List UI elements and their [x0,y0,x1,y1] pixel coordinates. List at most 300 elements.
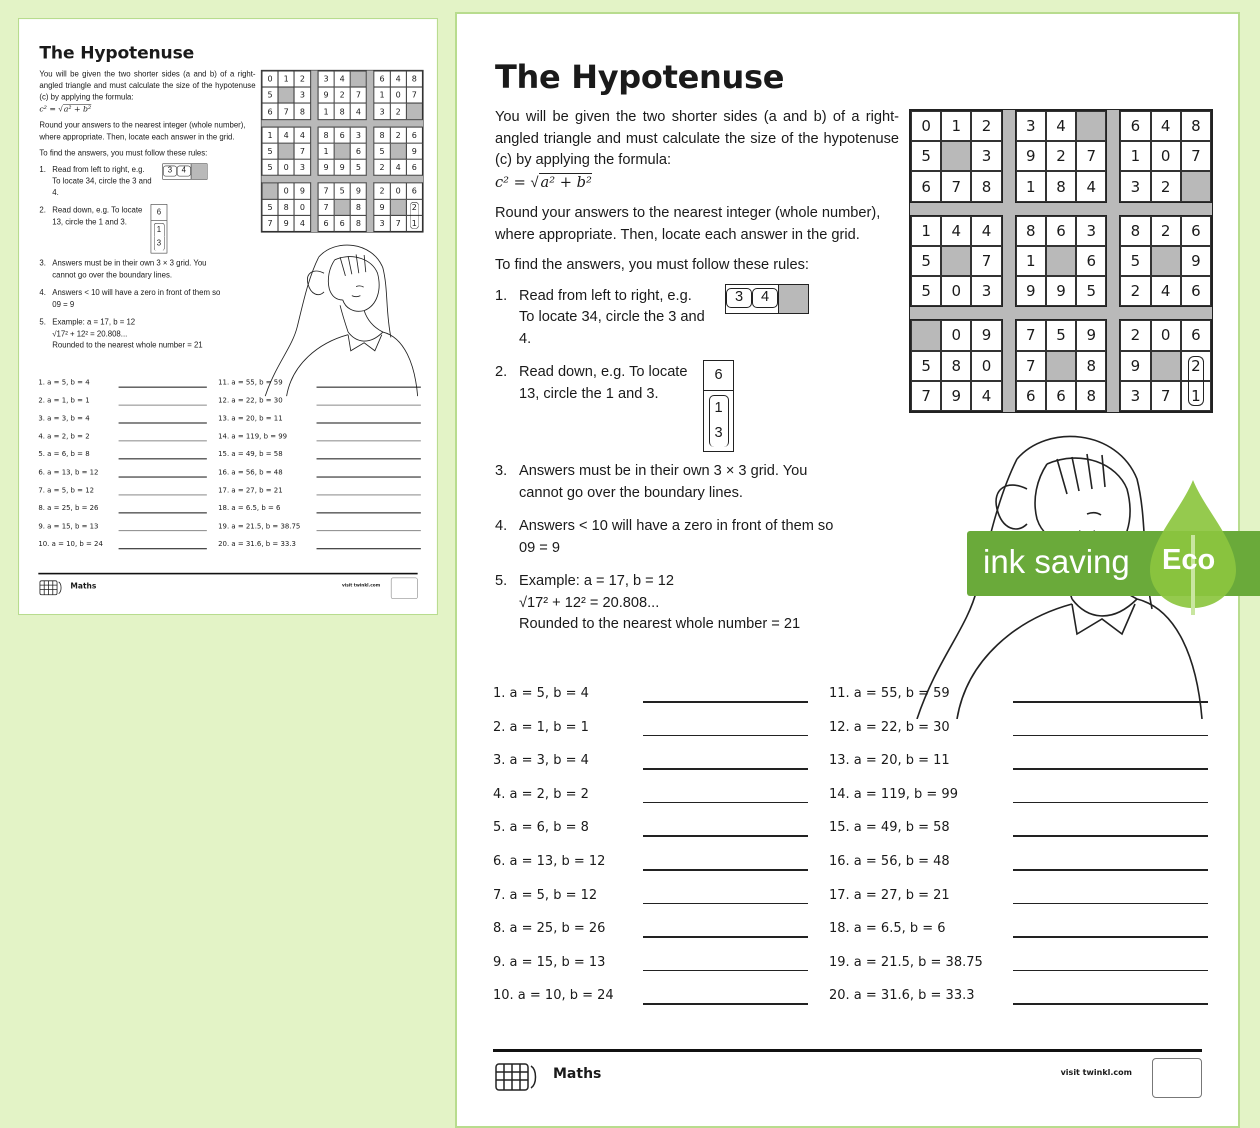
question-item: 15. a = 49, b = 58 [218,450,283,459]
example-calculation: √17² + 12² = 20.808... [52,329,128,339]
question-item: 10. a = 10, b = 24 [493,988,614,1004]
grid-cell[interactable]: 6 [406,183,422,199]
grid-cell[interactable]: 6 [406,159,422,175]
question-item: 14. a = 119, b = 99 [218,432,288,441]
question-item: 17. a = 27, b = 21 [829,887,950,903]
grid-cell[interactable]: 4 [971,381,1001,411]
question-item: 13. a = 20, b = 11 [218,414,283,423]
question-item: 1. a = 5, b = 4 [38,378,90,387]
footer [38,573,417,591]
grid-cell[interactable]: 3 [1016,111,1046,141]
rule-5 [39,317,255,352]
grid-cell[interactable]: 8 [406,71,422,87]
rule-number: 2. [39,206,46,215]
answer-line[interactable] [643,903,808,905]
grid-block [1119,215,1212,308]
grid-cell[interactable]: 9 [278,215,294,231]
grid-cell[interactable]: 8 [1181,111,1211,141]
grid-cell[interactable]: 1 [318,103,334,119]
grid-block [1119,319,1212,412]
grid-cell[interactable]: 8 [350,199,366,215]
grid-cell[interactable]: 9 [374,199,390,215]
grid-cell-blank[interactable] [1151,351,1181,381]
answer-line[interactable] [317,423,421,424]
grid-cell[interactable]: 1 [1016,246,1046,276]
grid-cell[interactable]: 3 [1076,216,1106,246]
grid-cell[interactable]: 6 [911,171,941,201]
example-digit: 4 [752,288,778,308]
rule-text: Example: a = 17, b = 12 [52,318,136,327]
grid-cell[interactable]: 6 [1046,216,1076,246]
grid-cell[interactable]: 5 [350,159,366,175]
grid-cell-blank[interactable] [334,143,350,159]
question-item: 16. a = 56, b = 48 [829,854,950,869]
question-item: 15. a = 49, b = 58 [829,820,950,836]
eco-label: Eco [1162,544,1216,576]
example-calculation: √17² + 12² = 20.808... [519,594,660,611]
rule-number: 3. [39,259,46,268]
grid-cell[interactable]: 0 [1151,320,1181,350]
grid-cell[interactable]: 7 [971,246,1001,276]
grid-cell[interactable]: 2 [1151,216,1181,246]
grid-cell[interactable]: 7 [390,215,406,231]
grid-block [910,319,1003,412]
rule-number: 5. [495,573,508,589]
example-digit: 1 [154,223,165,237]
grid-cell[interactable]: 3 [350,127,366,143]
grid-cell-blank[interactable] [406,103,422,119]
grid-cell[interactable]: 0 [278,159,294,175]
rule-text: Answers must be in their own 3 × 3 grid. You cannot go over the boundary lines. [519,463,808,501]
question-item: 5. a = 6, b = 8 [38,450,90,459]
grid-cell[interactable]: 9 [1016,141,1046,171]
question-item: 7. a = 5, b = 12 [493,887,598,903]
grid-cell[interactable]: 1 [262,127,278,143]
eco-leaf [1150,480,1236,615]
answer-line[interactable] [1013,802,1208,804]
grid-block [373,70,423,120]
grid-cell-blank[interactable] [350,71,366,87]
grid-cell[interactable]: 4 [350,103,366,119]
grid-cell[interactable]: 7 [1016,320,1046,350]
rule-text: Answers < 10 will have a zero in front of them so 09 = 9 [52,288,221,309]
grid-cell[interactable]: 9 [1181,246,1211,276]
question-item: 2. a = 1, b = 1 [38,396,90,405]
answer-line[interactable] [317,459,421,460]
grid-cell[interactable]: 0 [971,351,1001,381]
formula-lhs: c² = [495,173,531,191]
rule-number: 5. [39,318,46,327]
grid-cell[interactable]: 5 [1076,276,1106,306]
grid-cell[interactable]: 8 [1076,351,1106,381]
answer-line[interactable] [1013,970,1208,972]
grid-cell[interactable]: 6 [334,127,350,143]
question-item: 3. a = 3, b = 4 [493,753,589,769]
grid-block [261,70,311,120]
example-digit: 1 [709,395,729,421]
grid-cell[interactable]: 9 [318,159,334,175]
rule-text: Read from left to right, e.g. To locate 34, circle the 3 and 4. [519,287,705,347]
grid-cell-blank[interactable] [941,141,971,171]
grid-cell-blank[interactable] [278,143,294,159]
answer-line[interactable] [317,405,421,406]
grid-cell[interactable]: 5 [262,199,278,215]
grid-cell-blank[interactable] [1181,171,1211,201]
grid-cell[interactable]: 2 [406,199,422,215]
grid-block [261,182,311,232]
question-item: 7. a = 5, b = 12 [38,486,95,495]
grid-cell[interactable]: 0 [390,87,406,103]
question-item: 9. a = 15, b = 13 [38,522,99,531]
grid-cell[interactable]: 6 [1046,381,1076,411]
answer-line[interactable] [1013,869,1208,871]
answer-line[interactable] [643,1003,808,1005]
grid-cell[interactable]: 2 [1120,276,1150,306]
grid-cell[interactable]: 4 [278,127,294,143]
answer-line[interactable] [643,835,808,837]
grid-cell-blank[interactable] [1076,111,1106,141]
round-text: Round your answers to the nearest integer (whole number), where appropriate. Then, locate each answer in the grid. [495,205,881,243]
question-item: 11. a = 55, b = 59 [829,686,950,701]
answer-line[interactable] [317,512,421,513]
grid-cell-blank[interactable] [390,199,406,215]
question-item: 2. a = 1, b = 1 [493,719,589,735]
grid-cell[interactable]: 5 [334,183,350,199]
grid-cell[interactable]: 9 [350,183,366,199]
question-item: 14. a = 119, b = 99 [829,786,958,802]
sqrt-symbol: √ [58,104,63,114]
grid-cell[interactable]: 0 [278,183,294,199]
answer-line[interactable] [119,512,207,513]
answer-line[interactable] [119,476,207,477]
grid-cell[interactable]: 1 [374,87,390,103]
grid-cell[interactable]: 7 [1151,381,1181,411]
grid-cell[interactable]: 5 [374,143,390,159]
grid-cell[interactable]: 6 [374,71,390,87]
formula-radicand: a² + b² [63,104,92,114]
grid-cell[interactable]: 2 [1151,171,1181,201]
twinkl-logo [1152,1058,1202,1098]
grid-cell[interactable]: 3 [1120,171,1150,201]
grid-cell[interactable]: 7 [318,183,334,199]
grid-cell[interactable]: 8 [971,171,1001,201]
question-item: 16. a = 56, b = 48 [218,468,283,477]
grid-cell[interactable]: 8 [1120,216,1150,246]
grid-cell[interactable]: 0 [941,320,971,350]
answer-line[interactable] [119,441,207,442]
example-row [162,163,207,179]
rule-number: 4. [39,288,46,298]
answer-line[interactable] [119,387,207,388]
sqrt-symbol: √ [530,174,539,191]
grid-cell[interactable]: 3 [971,141,1001,171]
answer-line[interactable] [1013,936,1208,938]
answer-line[interactable] [119,494,207,495]
question-item: 19. a = 21.5, b = 38.75 [218,522,301,531]
grid-cell[interactable]: 1 [278,71,294,87]
grid-cell[interactable]: 7 [941,171,971,201]
answer-line[interactable] [1013,835,1208,837]
grid-cell[interactable]: 3 [374,215,390,231]
grid-cell[interactable]: 3 [1120,381,1150,411]
grid-cell[interactable]: 7 [278,103,294,119]
example-row [725,284,809,314]
rule-4 [39,288,224,311]
grid-cell[interactable]: 6 [318,215,334,231]
answer-grid [261,70,424,233]
grid-block [1015,319,1108,412]
grid-cell[interactable]: 9 [941,381,971,411]
grid-cell[interactable]: 5 [1120,246,1150,276]
grid-cell[interactable]: 1 [941,111,971,141]
grid-cell[interactable]: 2 [1046,141,1076,171]
grid-cell-blank[interactable] [911,320,941,350]
maths-abacus-icon [493,1060,539,1094]
grid-cell[interactable]: 5 [911,141,941,171]
rule-2 [39,205,162,248]
grid-cell[interactable]: 4 [1151,276,1181,306]
instructions [39,69,255,358]
grid-cell[interactable]: 8 [1016,216,1046,246]
instructions [495,107,899,648]
grid-cell[interactable]: 9 [971,320,1001,350]
rule-4 [495,516,840,559]
grid-cell[interactable]: 4 [1046,111,1076,141]
rule-number: 1. [39,165,46,174]
answer-line[interactable] [643,701,808,703]
answer-line[interactable] [119,548,207,549]
answer-line[interactable] [317,441,421,442]
grid-cell[interactable]: 3 [294,159,310,175]
grid-cell[interactable]: 4 [294,215,310,231]
grid-cell[interactable]: 0 [262,71,278,87]
grid-block [317,182,367,232]
grid-cell[interactable]: 8 [318,127,334,143]
grid-cell[interactable]: 0 [1151,141,1181,171]
grid-cell[interactable]: 5 [911,246,941,276]
grid-cell[interactable]: 7 [318,199,334,215]
answer-line[interactable] [119,530,207,531]
rule-text: Example: a = 17, b = 12 [519,573,674,589]
rule-2 [495,362,723,442]
grid-block [910,215,1003,308]
grid-block [261,126,311,176]
answer-line[interactable] [643,802,808,804]
grid-cell-blank[interactable] [1046,351,1076,381]
grid-cell[interactable]: 9 [334,159,350,175]
question-item: 18. a = 6.5, b = 6 [218,504,281,513]
grid-cell[interactable]: 6 [1120,111,1150,141]
grid-cell[interactable]: 9 [1046,276,1076,306]
answer-line[interactable] [643,869,808,871]
answer-line[interactable] [1013,903,1208,905]
grid-cell-blank[interactable] [278,87,294,103]
grid-cell[interactable]: 9 [1076,320,1106,350]
grid-cell[interactable]: 0 [911,111,941,141]
answer-line[interactable] [1013,1003,1208,1005]
grid-cell[interactable]: 8 [294,103,310,119]
grid-cell[interactable]: 0 [294,199,310,215]
answer-line[interactable] [643,768,808,770]
question-item: 20. a = 31.6, b = 33.3 [218,540,296,549]
question-item: 4. a = 2, b = 2 [38,432,90,441]
grid-cell[interactable]: 8 [278,199,294,215]
answer-line[interactable] [643,970,808,972]
website-link[interactable]: visit twinkl.com [1060,1068,1132,1077]
grid-cell[interactable]: 3 [374,103,390,119]
question-item: 8. a = 25, b = 26 [38,504,99,513]
grid-cell[interactable]: 7 [262,215,278,231]
grid-cell[interactable]: 6 [1181,276,1211,306]
grid-cell[interactable]: 2 [1181,351,1211,381]
answer-line[interactable] [119,405,207,406]
answer-line[interactable] [317,548,421,549]
grid-cell[interactable]: 4 [390,159,406,175]
grid-cell[interactable]: 5 [262,143,278,159]
grid-cell[interactable]: 1 [1120,141,1150,171]
grid-cell-blank[interactable] [1151,246,1181,276]
grid-cell[interactable]: 3 [971,276,1001,306]
rule-3 [495,461,840,504]
rule-text: Answers must be in their own 3 × 3 grid. You cannot go over the boundary lines. [52,259,207,280]
answer-line[interactable] [1013,735,1208,737]
answer-line[interactable] [643,735,808,737]
footer [493,1049,1202,1082]
grid-cell[interactable]: 5 [1046,320,1076,350]
answer-line[interactable] [1013,701,1208,703]
grid-cell[interactable]: 7 [1016,351,1046,381]
answer-line[interactable] [317,387,421,388]
grid-cell[interactable]: 6 [1181,320,1211,350]
grid-cell[interactable]: 9 [1120,351,1150,381]
question-item: 1. a = 5, b = 4 [493,686,589,701]
answer-line[interactable] [317,494,421,495]
grid-cell[interactable]: 8 [334,103,350,119]
grid-cell[interactable]: 0 [941,276,971,306]
grid-cell[interactable]: 2 [294,71,310,87]
grid-cell-blank[interactable] [334,199,350,215]
grid-cell-blank[interactable] [1046,246,1076,276]
intro-text: You will be given the two shorter sides (a and b) of a right-angled triangle and must calculate the size of the hypotenuse (c) by applying the formula: [39,69,256,102]
example-column [703,360,734,452]
grid-cell[interactable]: 9 [406,143,422,159]
grid-cell[interactable]: 7 [1181,141,1211,171]
grid-cell[interactable]: 0 [390,183,406,199]
rule-5 [495,571,899,636]
grid-cell[interactable]: 9 [294,183,310,199]
grid-cell[interactable]: 7 [911,381,941,411]
grid-cell[interactable]: 2 [374,183,390,199]
thinking-girl-illustration [254,236,425,397]
formula-lhs: c² = [39,104,59,114]
example-digit: 3 [709,421,729,447]
answer-line[interactable] [1013,768,1208,770]
grid-cell[interactable]: 8 [350,215,366,231]
worksheet-title: The Hypotenuse [39,42,195,63]
grid-cell[interactable]: 2 [390,103,406,119]
question-item: 19. a = 21.5, b = 38.75 [829,954,983,970]
grid-cell[interactable]: 4 [390,71,406,87]
grid-cell[interactable]: 1 [911,216,941,246]
grid-cell[interactable]: 9 [318,87,334,103]
rule-number: 1. [495,287,508,304]
grid-cell[interactable]: 8 [941,351,971,381]
grid-cell[interactable]: 6 [1076,246,1106,276]
grid-cell[interactable]: 8 [1046,171,1076,201]
grid-cell-blank[interactable] [390,143,406,159]
grid-cell-blank[interactable] [262,183,278,199]
worksheet-thumbnail[interactable] [18,18,438,615]
grid-cell[interactable]: 7 [294,143,310,159]
grid-cell[interactable]: 2 [1120,320,1150,350]
grid-cell[interactable]: 1 [1016,171,1046,201]
answer-line[interactable] [317,530,421,531]
answer-line[interactable] [119,459,207,460]
grid-cell[interactable]: 1 [406,215,422,231]
grid-cell[interactable]: 2 [971,111,1001,141]
grid-cell[interactable]: 5 [911,276,941,306]
grid-cell[interactable]: 2 [390,127,406,143]
answer-line[interactable] [317,476,421,477]
grid-cell[interactable]: 5 [262,87,278,103]
question-item: 18. a = 6.5, b = 6 [829,921,946,937]
grid-cell[interactable]: 6 [350,143,366,159]
grid-cell[interactable]: 5 [262,159,278,175]
grid-cell[interactable]: 4 [334,71,350,87]
grid-cell[interactable]: 8 [1076,381,1106,411]
grid-cell[interactable]: 2 [374,159,390,175]
grid-cell[interactable]: 1 [1181,381,1211,411]
question-item: 17. a = 27, b = 21 [218,486,283,495]
example-digit: 3 [154,237,165,251]
grid-cell[interactable]: 2 [334,87,350,103]
grid-cell[interactable]: 3 [294,87,310,103]
answer-line[interactable] [643,936,808,938]
example-digit: 4 [177,165,191,176]
website-link[interactable]: visit twinkl.com [341,582,381,588]
grid-cell[interactable]: 4 [294,127,310,143]
grid-block [1015,215,1108,308]
grid-cell[interactable]: 6 [406,127,422,143]
answer-line[interactable] [119,423,207,424]
grid-cell[interactable]: 7 [1076,141,1106,171]
grid-cell[interactable]: 4 [941,216,971,246]
twinkl-logo [391,578,418,599]
grid-cell[interactable]: 6 [262,103,278,119]
rule-text: Read down, e.g. To locate 13, circle the 1 and 3. [519,364,688,402]
grid-cell[interactable]: 1 [318,143,334,159]
grid-cell-blank[interactable] [941,246,971,276]
grid-cell[interactable]: 4 [1076,171,1106,201]
grid-cell[interactable]: 6 [1016,381,1046,411]
grid-cell[interactable]: 8 [374,127,390,143]
grid-cell[interactable]: 3 [318,71,334,87]
grid-block [910,110,1003,203]
grid-cell[interactable]: 4 [971,216,1001,246]
grid-cell[interactable]: 6 [1181,216,1211,246]
grid-cell[interactable]: 6 [334,215,350,231]
grid-cell[interactable]: 4 [1151,111,1181,141]
rule-1 [495,286,770,351]
grid-cell[interactable]: 7 [350,87,366,103]
subject-label: Maths [553,1066,602,1082]
question-item: 10. a = 10, b = 24 [38,540,103,549]
grid-block [373,182,423,232]
grid-cell[interactable]: 9 [1016,276,1046,306]
round-text: Round your answers to the nearest integer (whole number), where appropriate. Then, locate each answer in the grid. [39,121,246,142]
grid-cell[interactable]: 7 [406,87,422,103]
grid-cell[interactable]: 5 [911,351,941,381]
